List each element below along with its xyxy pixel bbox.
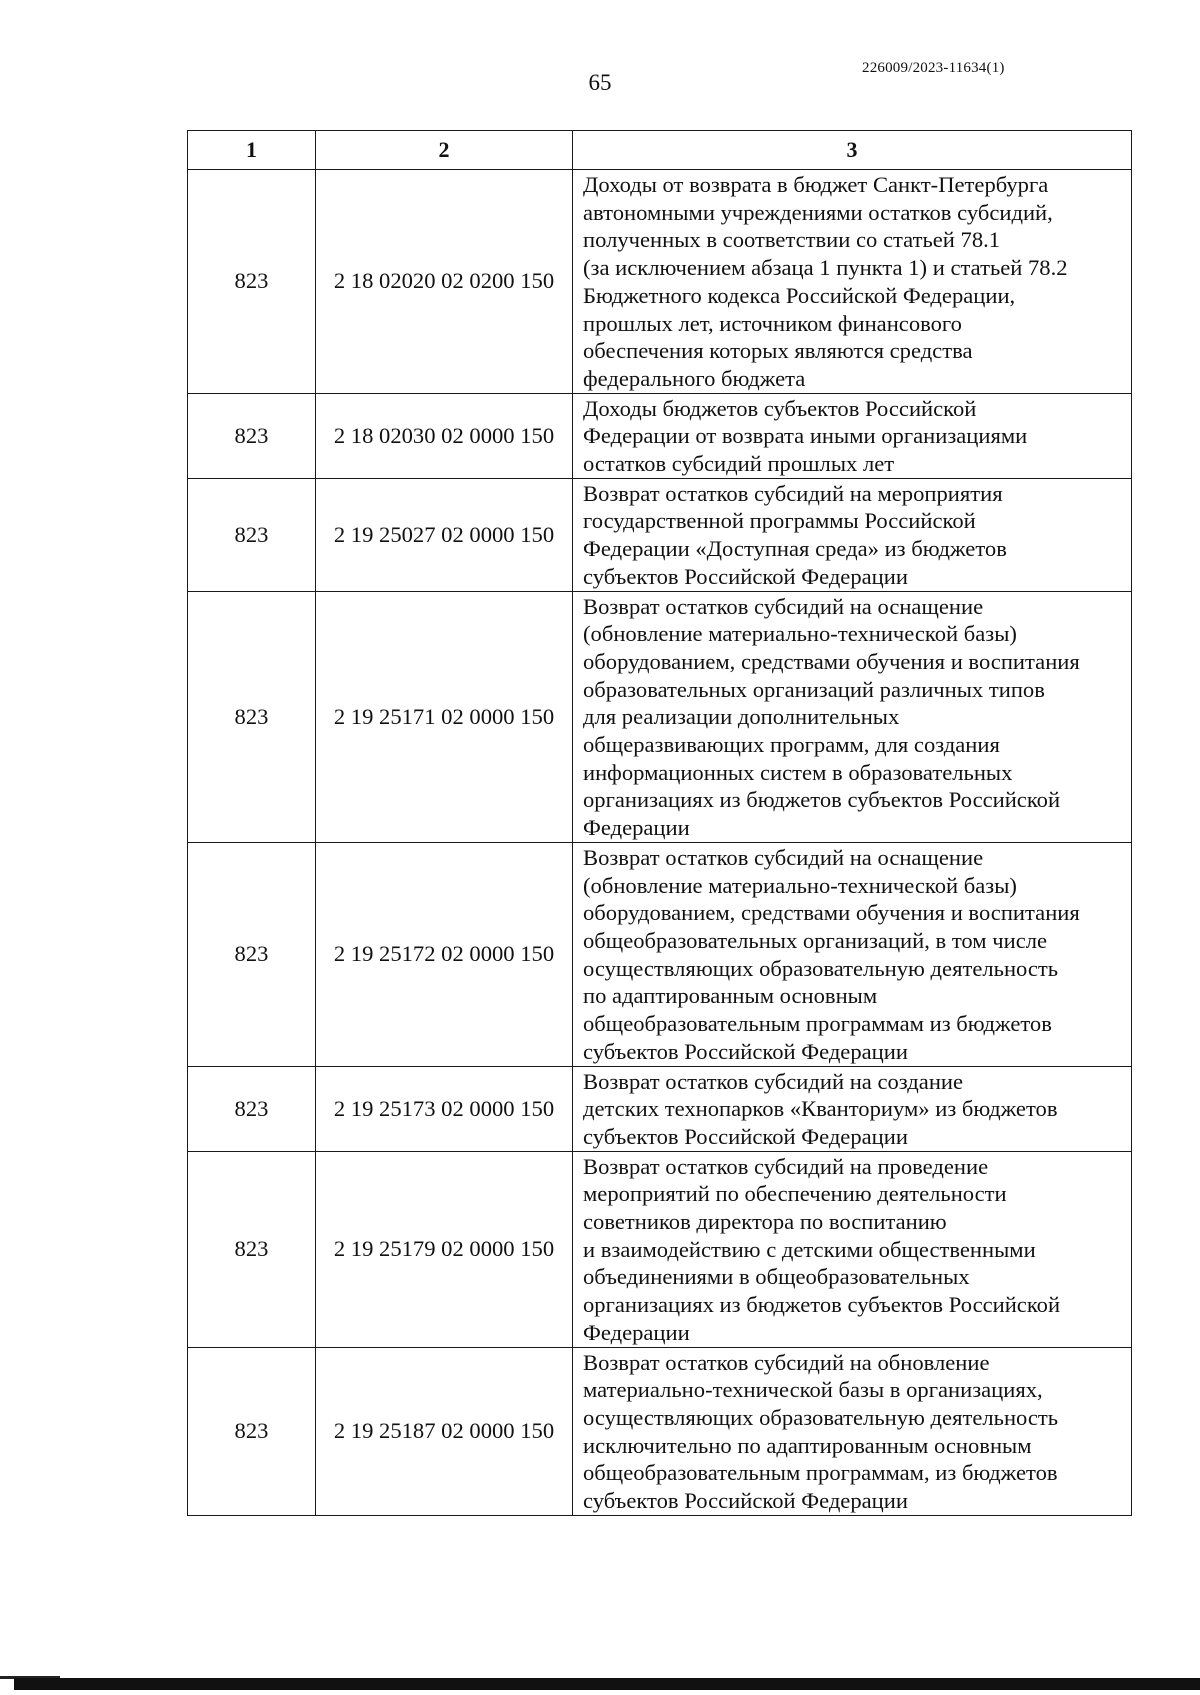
description-cell xyxy=(573,842,1132,1066)
description-line: полученных в соответствии со статьей 78.1 xyxy=(583,227,1001,253)
column-header-2: 2 xyxy=(316,131,573,170)
admin-code-cell: 823 xyxy=(188,591,316,842)
description-line: оборудованием, средствами обучения и воспитания xyxy=(583,648,1080,674)
admin-code-cell: 823 xyxy=(188,842,316,1066)
table-row xyxy=(188,1066,1132,1151)
description-cell xyxy=(573,1066,1132,1151)
table-row xyxy=(188,1347,1132,1515)
description-line: субъектов Российской Федерации xyxy=(583,1123,908,1149)
description-cell xyxy=(573,1347,1132,1515)
description-line: и взаимодействию с детскими общественными xyxy=(583,1236,1036,1262)
admin-code-cell: 823 xyxy=(188,170,316,394)
column-header-3: 3 xyxy=(573,131,1132,170)
description-line: (за исключением абзаца 1 пункта 1) и статьей 78.2 xyxy=(583,255,1068,281)
table-row xyxy=(188,478,1132,591)
description-line: Федерации «Доступная среда» из бюджетов xyxy=(583,536,1007,562)
description-line: организациях из бюджетов субъектов Российской xyxy=(583,1292,1061,1318)
budget-classification-code-cell: 2 19 25187 02 0000 150 xyxy=(316,1347,573,1515)
table-row xyxy=(188,170,1132,394)
description-line: автономными учреждениями остатков субсидий, xyxy=(583,199,1053,225)
admin-code-cell: 823 xyxy=(188,1066,316,1151)
page-number: 65 xyxy=(588,70,612,95)
column-header-1: 1 xyxy=(188,131,316,170)
description-line: общеобразовательных организаций, в том числе xyxy=(583,927,1048,953)
budget-codes-table xyxy=(187,130,1132,1516)
description-line: осуществляющих образовательную деятельность xyxy=(583,955,1059,981)
description-line: материально-технической базы в организациях, xyxy=(583,1377,1043,1403)
description-line: Федерации xyxy=(583,1319,690,1345)
description-line: субъектов Российской Федерации xyxy=(583,1488,908,1514)
description-line: исключительно по адаптированным основным xyxy=(583,1432,1032,1458)
description-line: государственной программы Российской xyxy=(583,508,976,534)
description-line: общеобразовательным программам, из бюджетов xyxy=(583,1460,1058,1486)
description-line: организациях из бюджетов субъектов Российской xyxy=(583,787,1061,813)
description-cell xyxy=(573,591,1132,842)
description-line: Бюджетного кодекса Российской Федерации, xyxy=(583,282,1016,308)
description-line: федерального бюджета xyxy=(583,365,806,391)
budget-classification-code-cell: 2 19 25171 02 0000 150 xyxy=(316,591,573,842)
table-row xyxy=(188,1151,1132,1347)
table-header-row xyxy=(188,131,1132,170)
description-line: Возврат остатков субсидий на мероприятия xyxy=(583,480,1003,506)
description-line: Возврат остатков субсидий на оснащение xyxy=(583,593,984,619)
description-line: Федерации от возврата иными организациями xyxy=(583,423,1028,449)
description-line: (обновление материально-технической базы) xyxy=(583,621,1017,647)
budget-classification-code-cell: 2 19 25173 02 0000 150 xyxy=(316,1066,573,1151)
budget-classification-code-cell: 2 19 25179 02 0000 150 xyxy=(316,1151,573,1347)
description-line: оборудованием, средствами обучения и воспитания xyxy=(583,900,1080,926)
description-line: Возврат остатков субсидий на обновление xyxy=(583,1349,990,1375)
description-line: Доходы бюджетов субъектов Российской xyxy=(583,395,977,421)
description-cell xyxy=(573,170,1132,394)
description-line: субъектов Российской Федерации xyxy=(583,1038,908,1064)
description-line: для реализации дополнительных xyxy=(583,704,900,730)
description-line: общеразвивающих программ, для создания xyxy=(583,732,1000,758)
description-line: советников директора по воспитанию xyxy=(583,1209,947,1235)
description-line: Федерации xyxy=(583,815,690,841)
admin-code-cell: 823 xyxy=(188,478,316,591)
budget-classification-code-cell: 2 19 25172 02 0000 150 xyxy=(316,842,573,1066)
admin-code-cell: 823 xyxy=(188,393,316,478)
description-line: Доходы от возврата в бюджет Санкт-Петербурга xyxy=(583,172,1049,197)
table-row xyxy=(188,842,1132,1066)
budget-classification-code-cell: 2 18 02030 02 0000 150 xyxy=(316,393,573,478)
budget-classification-code-cell: 2 19 25027 02 0000 150 xyxy=(316,478,573,591)
table-body xyxy=(188,170,1132,1516)
scan-bottom-bar xyxy=(14,1678,1200,1690)
document-id: 226009/2023-11634(1) xyxy=(862,60,1005,76)
description-line: Возврат остатков субсидий на проведение xyxy=(583,1153,989,1179)
description-line: остатков субсидий прошлых лет xyxy=(583,451,895,477)
description-line: объединениями в общеобразовательных xyxy=(583,1264,970,1290)
description-line: обеспечения которых являются средства xyxy=(583,338,973,364)
description-line: образовательных организаций различных типов xyxy=(583,676,1045,702)
description-line: прошлых лет, источником финансового xyxy=(583,310,962,336)
budget-classification-code-cell: 2 18 02020 02 0200 150 xyxy=(316,170,573,394)
table-row xyxy=(188,393,1132,478)
description-cell xyxy=(573,478,1132,591)
description-line: субъектов Российской Федерации xyxy=(583,563,908,589)
admin-code-cell: 823 xyxy=(188,1347,316,1515)
table-row xyxy=(188,591,1132,842)
description-line: осуществляющих образовательную деятельность xyxy=(583,1404,1059,1430)
description-line: Возврат остатков субсидий на создание xyxy=(583,1068,964,1094)
description-line: мероприятий по обеспечению деятельности xyxy=(583,1181,1007,1207)
description-line: (обновление материально-технической базы) xyxy=(583,872,1017,898)
budget-codes-table-wrap xyxy=(187,130,1131,1516)
description-line: детских технопарков «Кванториум» из бюджетов xyxy=(583,1096,1058,1122)
description-line: по адаптированным основным xyxy=(583,983,878,1009)
description-line: Возврат остатков субсидий на оснащение xyxy=(583,844,984,870)
description-line: информационных систем в образовательных xyxy=(583,759,1013,785)
admin-code-cell: 823 xyxy=(188,1151,316,1347)
description-cell xyxy=(573,393,1132,478)
description-cell xyxy=(573,1151,1132,1347)
description-line: общеобразовательным программам из бюджетов xyxy=(583,1011,1052,1037)
